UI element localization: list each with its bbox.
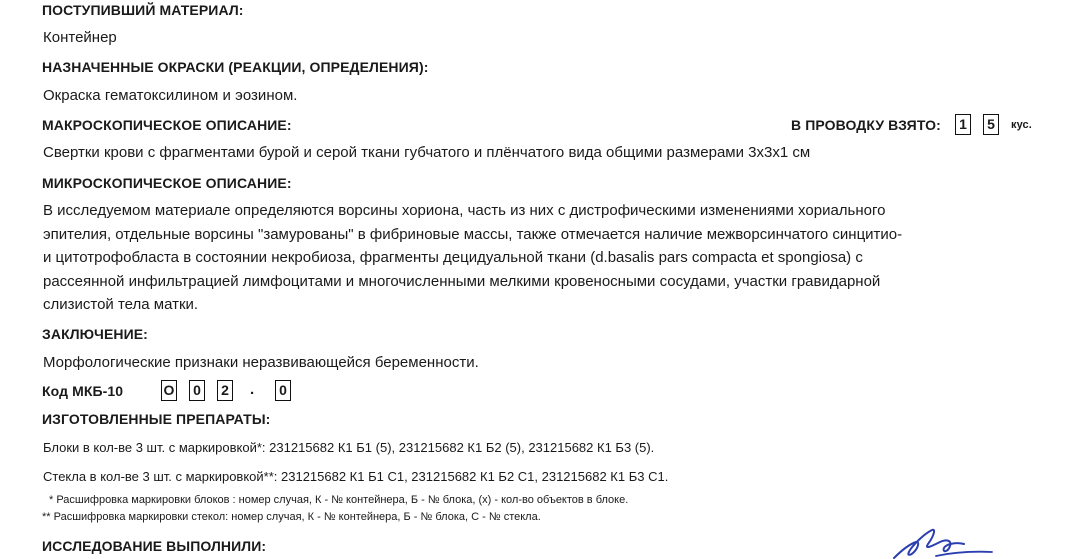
preps-note-slides: ** Расшифровка маркировки стекол: номер случая, К - № контейнера, Б - № блока, С - № стекла. <box>42 511 541 523</box>
preps-note-blocks: * Расшифровка маркировки блоков : номер случая, К - № контейнера, Б - № блока, (х) - кол-во объектов в блоке. <box>49 494 629 506</box>
stains-heading: НАЗНАЧЕННЫЕ ОКРАСКИ (РЕАКЦИИ, ОПРЕДЕЛЕНИЯ): <box>42 59 429 75</box>
taken-digit-box-1: 1 <box>955 114 971 135</box>
macro-value: Свертки крови с фрагментами бурой и серой ткани губчатого и плёнчатого вида общими размерами 3х3х1 см <box>43 144 811 161</box>
micro-line-4: рассеянной инфильтрацией лимфоцитами и многочисленными мелкими кровеносными сосудами, участки гравидарной <box>43 272 881 290</box>
icd-separator: . <box>250 381 255 398</box>
taken-unit: кус. <box>1011 119 1032 131</box>
conclusion-value: Морфологические признаки неразвивающейся беременности. <box>43 354 479 371</box>
received-material-value: Контейнер <box>43 29 117 46</box>
signature-stroke-2 <box>936 552 992 556</box>
micro-line-1: В исследуемом материале определяются ворсины хориона, часть из них с дистрофическими изменениями хориального <box>43 202 886 219</box>
preps-slides: Стекла в кол-ве 3 шт. с маркировкой**: 231215682 К1 Б1 С1, 231215682 К1 Б2 С1, 231215682 К1 Б3 С1. <box>43 469 669 484</box>
micro-line-3: и цитотрофобласта в состоянии некробиоза, фрагменты децидуальной ткани (d.basalis pars compacta et spongiosa) с <box>43 249 863 266</box>
icd-suffix-box: 0 <box>275 380 291 401</box>
conclusion-heading: ЗАКЛЮЧЕНИЕ: <box>42 326 148 342</box>
preps-heading: ИЗГОТОВЛЕННЫЕ ПРЕПАРАТЫ: <box>42 411 271 427</box>
preps-blocks: Блоки в кол-ве 3 шт. с маркировкой*: 231215682 К1 Б1 (5), 231215682 К1 Б2 (5), 231215682 К1 Б3 (5). <box>43 440 655 455</box>
micro-heading: МИКРОСКОПИЧЕСКОЕ ОПИСАНИЕ: <box>42 175 292 191</box>
macro-heading: МАКРОСКОПИЧЕСКОЕ ОПИСАНИЕ: <box>42 117 292 133</box>
taken-label: В ПРОВОДКУ ВЗЯТО: <box>791 117 941 133</box>
icd-char-box-1: O <box>161 380 177 401</box>
received-material-heading: ПОСТУПИВШИЙ МАТЕРИАЛ: <box>42 2 244 18</box>
micro-line-2: эпителия, отдельные ворсины "замурованы" в фибриновые массы, также отмечается наличие межворсинчатого синцитио- <box>43 225 903 243</box>
stains-value: Окраска гематоксилином и эозином. <box>43 87 298 104</box>
micro-description <box>43 199 1043 317</box>
signature-scribble <box>880 520 1020 559</box>
icd-label: Код МКБ-10 <box>42 383 124 399</box>
icd-char-box-2: 0 <box>189 380 205 401</box>
taken-digit-box-2: 5 <box>983 114 999 135</box>
icd-char-box-3: 2 <box>217 380 233 401</box>
performed-heading: ИССЛЕДОВАНИЕ ВЫПОЛНИЛИ: <box>42 538 267 554</box>
micro-line-5: слизистой тела матки. <box>43 296 199 313</box>
